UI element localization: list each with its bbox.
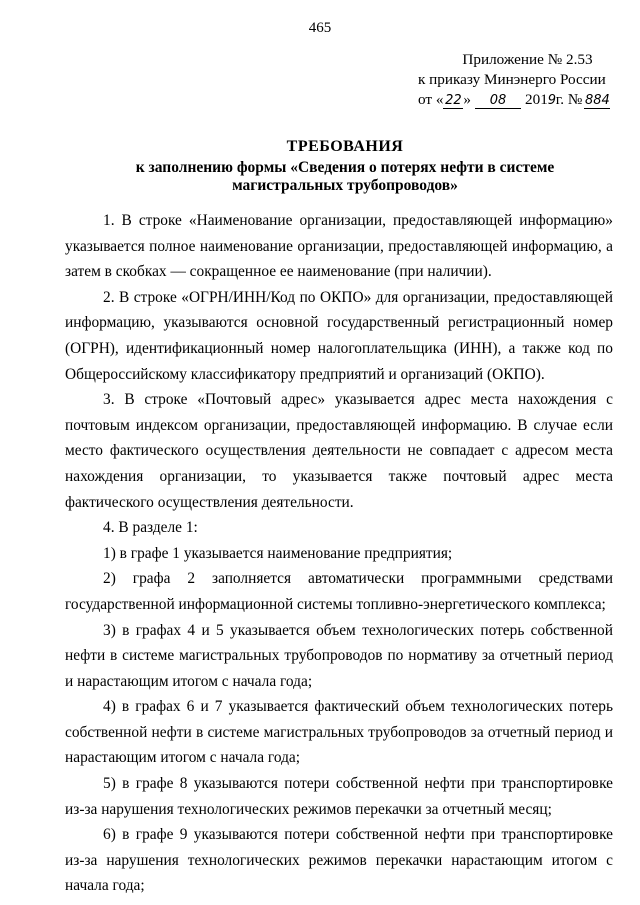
document-subtitle: к заполнению формы «Сведения о потерях нефти в системе магистральных трубопроводов» xyxy=(135,159,555,194)
date-prefix: от « xyxy=(418,91,444,108)
paragraph: 4. В разделе 1: xyxy=(103,519,198,537)
paragraph: 5) в графе 8 указываются потери собственной нефти при транспортировке из-за нарушения технологических режимов перекачки за отчетный месяц; xyxy=(65,775,613,818)
appendix-number: Приложение № 2.53 xyxy=(462,51,593,68)
date-day-close: » xyxy=(463,91,472,108)
handwritten-year-digit: 9 xyxy=(547,93,557,108)
appendix-order-reference: к приказу Минэнерго России xyxy=(418,71,606,88)
paragraph: 1) в графе 1 указывается наименование предприятия; xyxy=(103,544,453,562)
paragraph: 2. В строке «ОГРН/ИНН/Код по ОКПО» для организации, предоставляющей информацию, указываются основной государственный регистрационный номер (ОГРН), идентификационный номер налогоплательщика (ИНН), а также код по Общероссийскому классификатору предприятий и организаций (ОКПО). xyxy=(65,288,613,383)
year-suffix: г. № xyxy=(555,91,583,108)
paragraph: 2) графа 2 заполняется автоматически программными средствами государственной информационной системы топливно-энергетического комплекса; xyxy=(65,570,613,613)
paragraph: 1. В строке «Наименование организации, предоставляющей информацию» указывается полное наименование организации, предоставляющей информацию, а затем в скобках — сокращенное ее наименование (при наличии). xyxy=(65,212,613,281)
appendix-header xyxy=(418,50,633,110)
handwritten-order-number: 884 xyxy=(584,93,610,108)
paragraph: 6) в графе 9 указываются потери собственной нефти при транспортировке из-за нарушения технологических режимов перекачки нарастающим итогом с начала года; xyxy=(65,826,613,895)
page-number: 465 xyxy=(308,20,332,36)
paragraph: 4) в графах 6 и 7 указывается фактический объем технологических потерь собственной нефти в системе магистральных трубопроводов за отчетный период и нарастающим итогом с начала года; xyxy=(65,698,613,767)
document-title: ТРЕБОВАНИЯ xyxy=(286,138,404,155)
year-prefix: 201 xyxy=(525,91,548,108)
paragraph: 3. В строке «Почтовый адрес» указывается адрес места нахождения с почтовым индексом организации, предоставляющей информацию. В случае если место фактического осуществления деятельности не совпадает с адресом места нахождения организации, то указывается также почтовый адрес места фактического осуществления деятельности. xyxy=(65,391,613,511)
handwritten-day: 22 xyxy=(445,93,462,108)
document-body xyxy=(65,208,613,899)
paragraph: 3) в графах 4 и 5 указывается объем технологических потерь собственной нефти в системе магистральных трубопроводов по нормативу за отчетный период и нарастающим итогом с начала года; xyxy=(65,621,613,690)
document-heading xyxy=(80,138,610,195)
handwritten-month: 08 xyxy=(475,94,521,109)
appendix-order-date-line xyxy=(418,90,633,110)
